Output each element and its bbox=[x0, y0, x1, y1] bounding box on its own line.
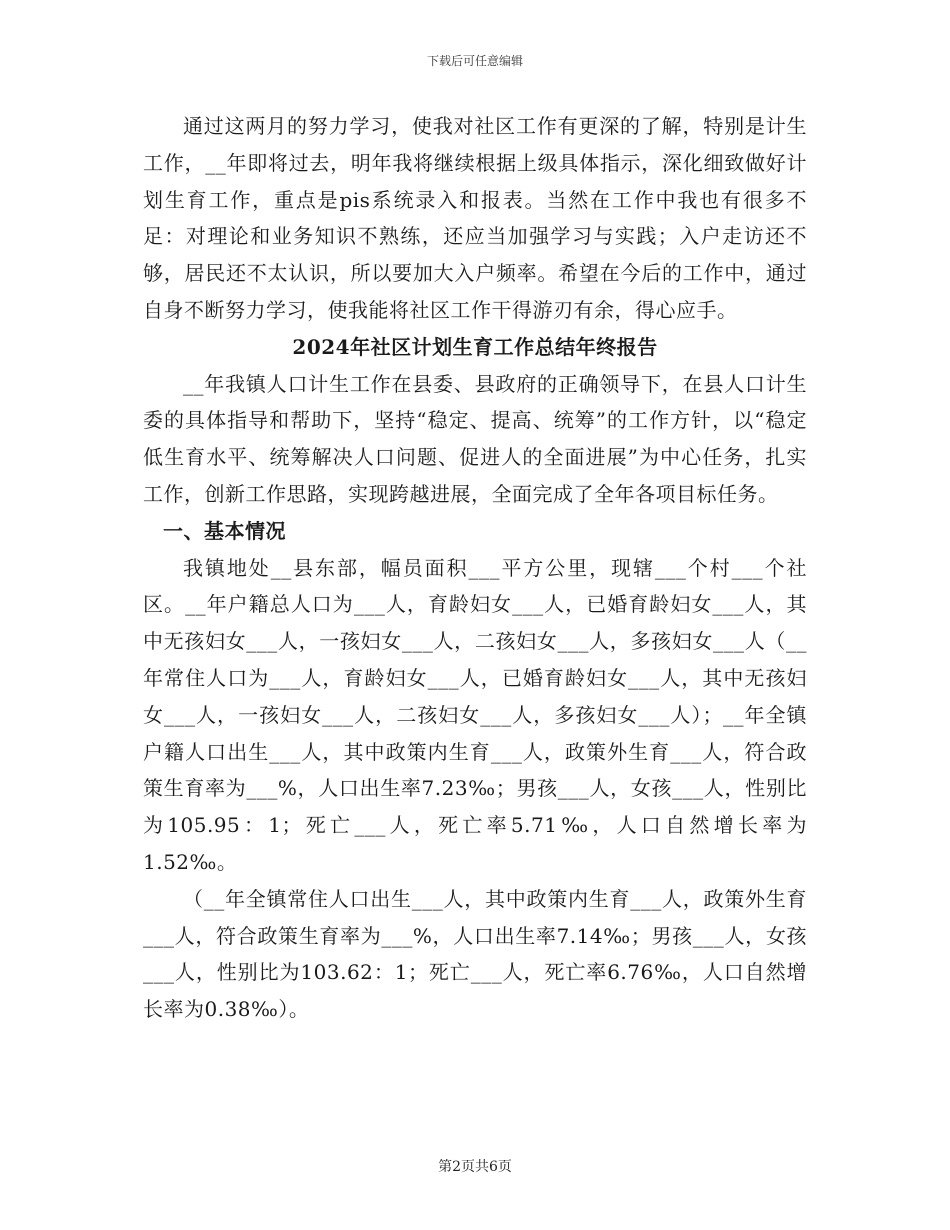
page-number: 第2页共6页 bbox=[438, 1159, 512, 1175]
paragraph-summary: 通过这两月的努力学习，使我对社区工作有更深的了解，特别是计生工作，__年即将过去，明年我将继续根据上级具体指示，深化细致做好计划生育工作，重点是pis系统录入和报表。当然在工作中我也有很多不足：对理论和业务知识不熟练，还应当加强学习与实践；入户走访还不够，居民还不太认识，所以要加大入户频率。希望在今后的工作中，通过自身不断努力学习，使我能将社区工作干得游刃有余，得心应手。 bbox=[143, 114, 807, 322]
section-heading-basic-info: 一、基本情况 bbox=[163, 518, 286, 543]
report-title: 2024年社区计划生育工作总结年终报告 bbox=[292, 334, 658, 359]
page-header: 下载后可任意编辑 bbox=[426, 54, 523, 68]
paragraph-resident-stats: （__年全镇常住人口出生___人，其中政策内生育___人，政策外生育___人，符合政策生育率为___%，人口出生率7.14‰；男孩___人，女孩___人，性别比为103.62：1；死亡___人，死亡率6.76‰，人口自然增长率为0.38‰）。 bbox=[143, 886, 807, 1022]
document-body bbox=[143, 108, 807, 1028]
paragraph-intro: __年我镇人口计生工作在县委、县政府的正确领导下，在县人口计生委的具体指导和帮助下，坚持“稳定、提高、统筹”的工作方针，以“稳定低生育水平、统筹解决人口问题、促进人的全面进展”为中心任务，扎实工作，创新工作思路，实现跨越进展，全面完成了全年各项目标任务。 bbox=[143, 371, 807, 506]
paragraph-basic-info: 我镇地处__县东部，幅员面积___平方公里，现辖___个村___个社区。__年户籍总人口为___人，育龄妇女___人，已婚育龄妇女___人，其中无孩妇女___人，一孩妇女___人，二孩妇女___人，多孩妇女___人（__年常住人口为___人，育龄妇女___人，已婚育龄妇女___人，其中无孩妇女___人，一孩妇女___人，二孩妇女___人，多孩妇女___人）；__年全镇户籍人口出生___人，其中政策内生育___人，政策外生育___人，符合政策生育率为___%，人口出生率7.23‰；男孩___人，女孩___人，性别比为105.95：1；死亡___人，死亡率5.71‰，人口自然增长率为1.52‰。 bbox=[143, 555, 807, 874]
